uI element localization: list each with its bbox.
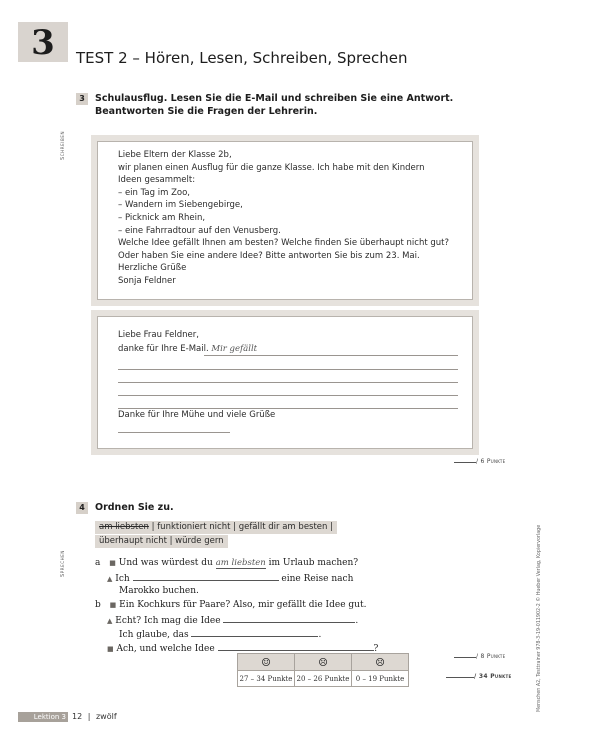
task-4-points xyxy=(454,653,505,660)
lesson-label: Lektion 3 xyxy=(18,712,68,722)
word-bank-words: | funktioniert nicht | gefällt dir am besten | xyxy=(148,522,333,532)
side-label-sprechen: Sprechen xyxy=(60,549,66,577)
b2-text-after: . xyxy=(355,616,359,626)
reply-writing-line[interactable] xyxy=(118,395,458,396)
b4-text-before: Ach, und welche Idee xyxy=(116,644,218,654)
speaker-triangle-icon: ▲ xyxy=(107,617,113,625)
a2-text-after: eine Reise nach xyxy=(278,574,354,584)
b4-answer-gap[interactable] xyxy=(218,642,374,651)
footer-divider: | xyxy=(87,712,91,721)
b3-answer-gap[interactable] xyxy=(191,628,318,637)
reply-writing-line[interactable] xyxy=(118,382,458,383)
task-3-number: 3 xyxy=(76,93,88,105)
email-line: Oder haben Sie eine andere Idee? Bitte antworten Sie bis zum 23. Mai. xyxy=(118,250,420,261)
points-blank[interactable] xyxy=(454,657,476,658)
speaker-triangle-icon: ▲ xyxy=(107,575,113,583)
email-line: Sonja Feldner xyxy=(118,275,176,286)
a1-text-after: im Urlaub machen? xyxy=(265,558,359,568)
total-points-label: / 34 Punkte xyxy=(474,673,512,680)
smiley-neutral-icon: ☹ xyxy=(295,654,352,671)
b3-text-before: Ich glaube, das xyxy=(119,630,192,640)
exercise-label-a: a xyxy=(95,558,101,568)
total-points xyxy=(446,673,512,680)
task-3-title-line2: Beantworten Sie die Fragen der Lehrerin. xyxy=(95,105,318,117)
exercise-b-line-1 xyxy=(95,600,366,610)
reply-intro: danke für Ihre E-Mail. xyxy=(118,344,209,354)
points-blank[interactable] xyxy=(454,462,476,463)
side-label-schreiben: Schreiben xyxy=(60,130,66,160)
task-4-points-label: / 8 Punkte xyxy=(476,653,506,660)
a2-text-before: Ich xyxy=(115,574,133,584)
smiley-happy-icon: ☺ xyxy=(238,654,295,671)
exercise-b-line-2 xyxy=(107,614,358,626)
test-number-box: 3 xyxy=(18,22,68,62)
exercise-a-line-3: Marokko buchen. xyxy=(119,586,199,596)
speaker-square-icon: ■ xyxy=(109,559,116,567)
signature-line[interactable] xyxy=(118,432,230,433)
task-4-title: Ordnen Sie zu. xyxy=(95,502,174,513)
word-bank-row-2: überhaupt nicht | würde gern xyxy=(95,535,228,548)
exercise-b-line-3 xyxy=(119,628,321,640)
task-4-number: 4 xyxy=(76,502,88,514)
exercise-label-b: b xyxy=(95,600,101,610)
points-blank[interactable] xyxy=(446,677,474,678)
email-line: – Wandern im Siebengebirge, xyxy=(118,200,243,211)
a1-text-before: Und was würdest du xyxy=(118,558,216,568)
b2-answer-gap[interactable] xyxy=(223,614,355,623)
smiley-sad-icon: ☹ xyxy=(352,654,409,671)
speaker-square-icon: ■ xyxy=(107,645,114,653)
b1-text: Ein Kochkurs für Paare? Also, mir gefällt die Idee gut. xyxy=(119,600,367,610)
speaker-square-icon: ■ xyxy=(109,601,117,609)
task-3-title-line1: Schulausflug. Lesen Sie die E-Mail und schreiben Sie eine Antwort. xyxy=(95,93,454,104)
reply-handwritten: Mir gefällt xyxy=(211,344,258,354)
email-line: Welche Idee gefällt Ihnen am besten? Welche finden Sie überhaupt nicht gut? xyxy=(118,238,450,249)
reply-writing-line[interactable] xyxy=(118,369,458,370)
copyright-notice: Menschen A2, Testtrainer 978-3-19-011902-2 © Hueber Verlag, Kopiervorlage xyxy=(537,524,542,712)
b4-text-after: ? xyxy=(373,644,379,654)
task-3-points-label: / 6 Punkte xyxy=(476,458,506,465)
a1-handwritten-answer: am liebsten xyxy=(215,558,266,568)
page-number-digit: 12 xyxy=(72,712,83,721)
page-title: TEST 2 – Hören, Lesen, Schreiben, Sprechen xyxy=(76,49,408,67)
email-line: – eine Fahrradtour auf den Venusberg. xyxy=(118,225,281,236)
exercise-a-line-1 xyxy=(95,558,358,568)
reply-closing: Danke für Ihre Mühe und viele Grüße xyxy=(118,410,276,420)
b3-text-after: . xyxy=(318,630,322,640)
score-table xyxy=(237,653,409,687)
teacher-email-box xyxy=(97,141,473,300)
word-bank-used-word: am liebsten xyxy=(99,522,149,532)
email-line: – Picknick am Rhein, xyxy=(118,212,206,223)
task-3-title xyxy=(95,93,453,118)
email-line: Herzliche Grüße xyxy=(118,263,187,274)
task-3-points xyxy=(454,458,505,465)
reply-writing-line[interactable] xyxy=(204,355,458,356)
score-range: 27 – 34 Punkte xyxy=(238,671,295,687)
reply-box xyxy=(97,316,473,449)
exercise-a-line-2 xyxy=(107,572,353,584)
score-range: 0 – 19 Punkte xyxy=(352,671,409,687)
page-number-word: zwölf xyxy=(95,712,117,721)
email-line: wir planen einen Ausflug für die ganze Klasse. Ich habe mit den Kindern xyxy=(118,162,425,173)
email-line: – ein Tag im Zoo, xyxy=(118,187,190,198)
email-line: Liebe Eltern der Klasse 2b, xyxy=(118,150,232,160)
email-line: Ideen gesammelt: xyxy=(118,175,196,186)
score-range: 20 – 26 Punkte xyxy=(295,671,352,687)
word-bank-row-1 xyxy=(95,521,337,534)
b2-text-before: Echt? Ich mag die Idee xyxy=(115,616,224,626)
a2-answer-gap[interactable] xyxy=(133,572,279,581)
page-number xyxy=(72,712,117,721)
reply-greeting: Liebe Frau Feldner, xyxy=(118,330,199,340)
reply-intro-line xyxy=(118,343,257,356)
teacher-email-text xyxy=(118,149,449,288)
